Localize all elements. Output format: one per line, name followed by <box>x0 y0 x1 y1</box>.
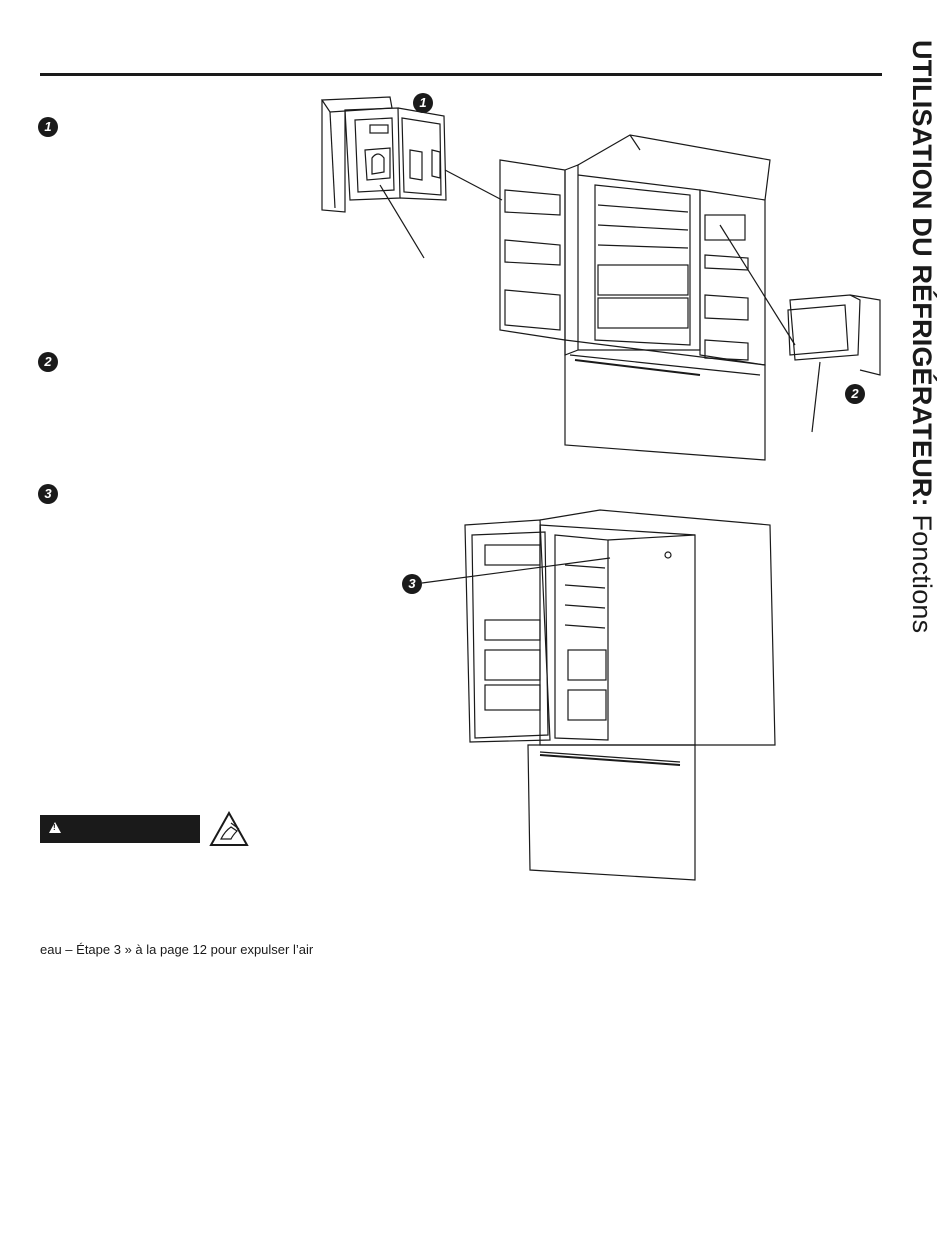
refrigerator-left-door-open-figure <box>422 510 775 880</box>
warning-banner <box>40 815 200 843</box>
hand-cut-hazard-icon <box>209 811 249 847</box>
section-title-main: UTILISATION DU RÉFRIGÉRATEUR: <box>907 40 937 507</box>
step-3-badge: 3 <box>38 484 58 504</box>
section-title-sub: Fonctions <box>907 506 937 634</box>
body-text-line: eau – Étape 3 » à la page 12 pour expulser l’air <box>40 942 314 957</box>
door-dispenser-detail-figure <box>322 97 446 258</box>
figure-callout-2: 2 <box>845 384 865 404</box>
open-refrigerator-figure <box>445 135 880 460</box>
figure-callout-3: 3 <box>402 574 422 594</box>
step-2-badge: 2 <box>38 352 58 372</box>
figure-callout-1: 1 <box>413 93 433 113</box>
step-1-badge: 1 <box>38 117 58 137</box>
warning-triangle-icon <box>49 822 61 833</box>
